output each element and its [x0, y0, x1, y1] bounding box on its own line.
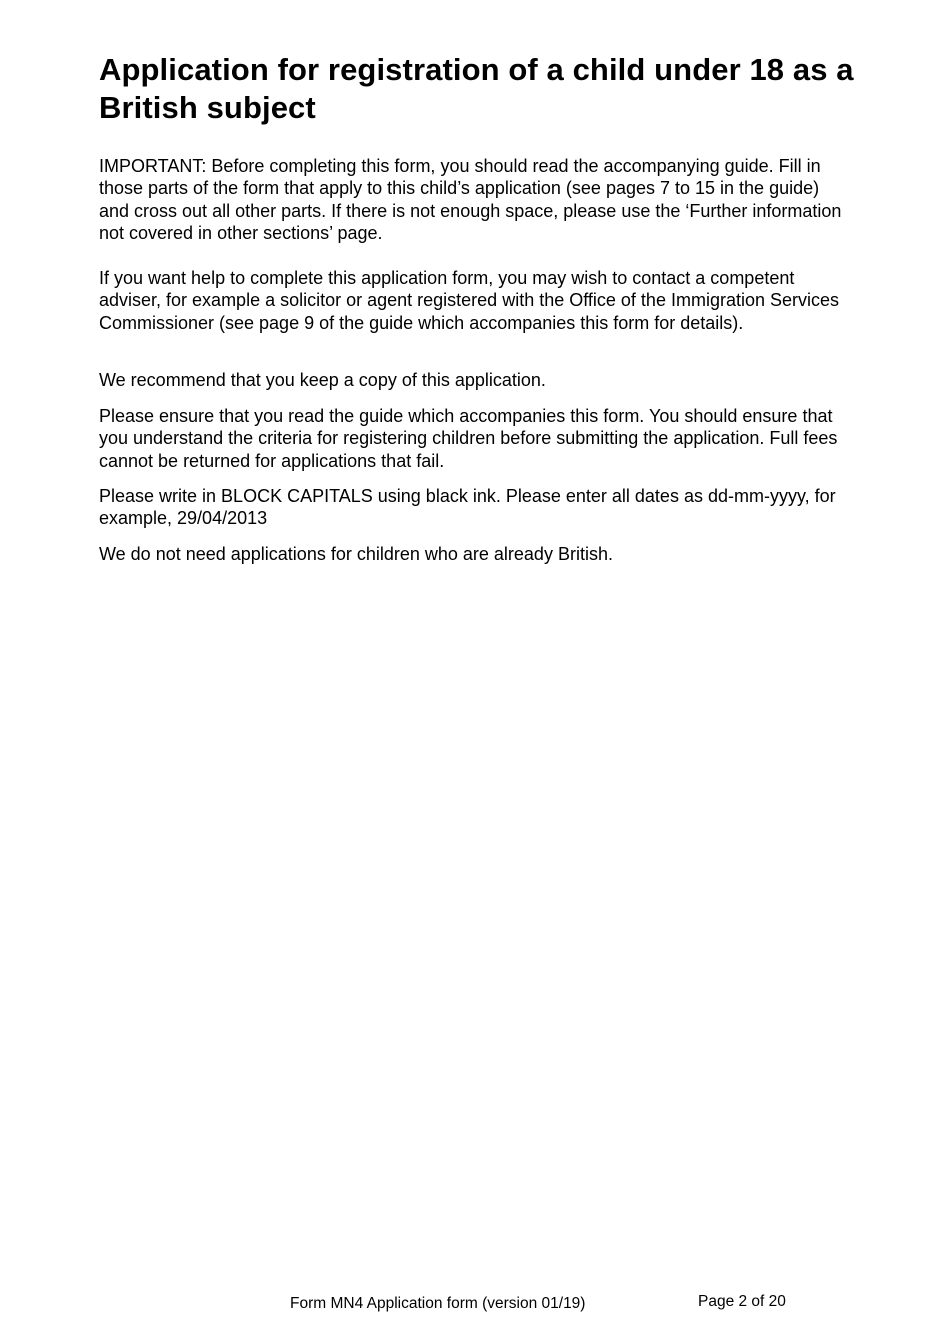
block-capitals-paragraph: Please write in BLOCK CAPITALS using black ink. Please enter all dates as dd-mm-yyyy, for example, 29/04/2013: [99, 486, 836, 529]
read-guide-paragraph: Please ensure that you read the guide which accompanies this form. You should ensure that you understand the criteria for registering children before submitting the application. Full fees cannot be returned for applications that fail.: [99, 406, 838, 471]
keep-copy-paragraph: We recommend that you keep a copy of this application.: [99, 370, 546, 390]
footer-page-number: Page 2 of 20: [698, 1293, 786, 1310]
page-title: Application for registration of a child under 18 as a British subject: [99, 52, 854, 125]
important-notice-paragraph: IMPORTANT: Before completing this form, you should read the accompanying guide. Fill in those parts of the form that apply to this child’s application (see pages 7 to 15 in the guide) and cross out all other parts. If there is not enough space, please use the ‘Further information not covered in other sections’ page.: [99, 156, 842, 244]
help-adviser-paragraph: If you want help to complete this application form, you may wish to contact a competent adviser, for example a solicitor or agent registered with the Office of the Immigration Services Commissioner (see page 9 of the guide which accompanies this form for details).: [99, 268, 840, 333]
footer-form-label: Form MN4 Application form (version 01/19): [290, 1295, 586, 1312]
already-british-paragraph: We do not need applications for children who are already British.: [99, 544, 613, 564]
